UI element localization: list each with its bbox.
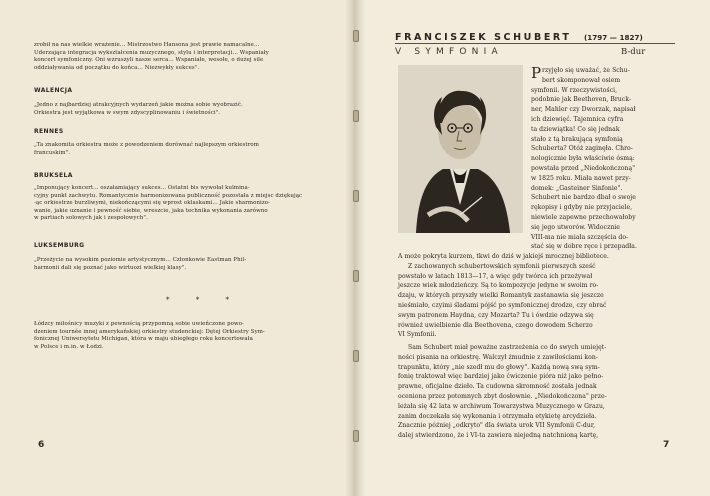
text-line: rzyjęło się uważać, że Schu-: [542, 67, 630, 74]
paragraph-full-width: [398, 252, 683, 340]
text-line: zrobił na nas wielkie wrażenie... Mistrzostwo Hansona jest prawie namacalne...: [34, 42, 260, 48]
review-city-heading: LUKSEMBURG: [34, 242, 85, 249]
portrait-engraving: [398, 65, 523, 233]
page-number: 6: [38, 440, 45, 450]
text-line: stać się w dobre ręce i przepadła.: [531, 243, 637, 251]
text-line: Z zachowanych schubertowskich symfonii pierwszych sześć: [408, 262, 596, 270]
text-line: w Polsce i m.in. w Łodzi.: [34, 343, 104, 350]
intro-paragraph: [34, 42, 320, 72]
text-line: „Przeżycie na wysokim poziomie artystycznym... Członkowie Eastman Phil-: [34, 257, 247, 263]
text-line: się jego utworów. Widocznie: [531, 223, 620, 231]
text-line: leżała się 42 lata w archiwum Towarzystwa Muzycznego w Grazu,: [398, 402, 605, 410]
text-line: -ąc orkiestrze burzliwymi, niekończącymi się wprost oklaskami... Jakie sharmonizo-: [34, 200, 271, 207]
work-key: B-dur: [621, 47, 646, 57]
text-line: zanim doczekała się wykonania i otrzymała etykietę arcydzieła.: [398, 412, 597, 420]
text-line: symfonii. W rzeczywistości,: [531, 86, 618, 94]
text-line: ności pisania na orkiestrę. Walczył żmudnie z zawiłościami kon-: [398, 353, 598, 361]
binding-stitch: [353, 190, 359, 202]
text-line: w partiach solowych jak i zespołowych".: [34, 215, 148, 222]
text-line: rękopisy i gdyby nie przyjaciele,: [531, 204, 633, 212]
text-line: fonicznej Uniwersytetu Michigan, która w maju ubiegłego roku koncertowała: [34, 336, 253, 343]
binding-stitch: [353, 270, 359, 282]
text-line: Uderzająca integracja wykształcenia muzycznego, stylu i interpretacji... Wspaniały: [34, 49, 269, 56]
book-gutter: [345, 0, 365, 496]
text-line: A może pokryta kurzem, tkwi do dziś w jakiejś mrocznej bibliotece.: [398, 253, 609, 260]
closing-paragraph: [34, 321, 320, 351]
text-line: Znacznie później „odkryto" dla świata urok VII Symfonii C-dur,: [398, 422, 596, 430]
binding-stitch: [353, 30, 359, 42]
page-number: 7: [663, 440, 670, 450]
text-line: koncert symfoniczny. Oni wzruszyli nasze serca... Wspaniałe, wesołe, o dużej sile: [34, 57, 264, 64]
text-line: oceniona przez potomnych zbyt dosłownie. „Niedokończona" prze-: [398, 392, 607, 400]
text-line: prawne, oficjalne dzieło. Ta cudowna skromność została jednak: [398, 383, 597, 391]
review-quote: [34, 257, 320, 272]
text-line: stało z tą brakującą symfonią: [531, 135, 623, 143]
binding-stitch: [353, 110, 359, 122]
text-line: Schubert nie bardzo dbał o swoje: [531, 194, 636, 202]
composer-name: FRANCISZEK SCHUBERT: [395, 32, 572, 43]
text-line: Orkiestra jest wyjątkowa w swym zdyscyplinowaniu i świetności".: [34, 109, 221, 116]
text-line: dalej stwierdzono, że i VI-ta zawiera niejedną natchnioną kartę,: [398, 432, 599, 440]
text-line: Schuberta? Otóż zaginęła. Chro-: [531, 145, 633, 153]
text-line: dzaju, w których przyszły wielki Romantyk zastanawia się jeszcze: [398, 292, 604, 300]
text-line: powstało w latach 1813—17, a więc gdy twórca ich przeżywał: [398, 272, 593, 280]
section-separator: * * *: [166, 296, 241, 304]
text-line: domek: „Gasteiner Sinfonie".: [531, 184, 623, 192]
text-line: jeszcze wiek młodzieńczy. Są to kompozycje jedyne w swoim ro-: [398, 282, 599, 290]
text-line: VI Symfonii.: [398, 331, 437, 339]
composer-dates: (1797 — 1827): [584, 33, 643, 42]
text-line: francuskim".: [34, 149, 71, 156]
text-line: również uwielbienie dla Beethovena, czego dowodem Scherzo: [398, 321, 593, 329]
text-line: podobnie jak Beethoven, Bruck-: [531, 96, 632, 104]
text-line: „Jedno z najbardziej atrakcyjnych wydarzeń jakie można sobie wyobrazić.: [34, 102, 243, 108]
review-city-heading: BRUKSELA: [34, 172, 73, 179]
text-line: „Imponujący koncert... oszałamiający sukces... Ostatni bis wywołał kulmina-: [34, 185, 250, 191]
work-title: V SYMFONIA: [395, 47, 503, 57]
review-quote: [34, 185, 320, 223]
schubert-portrait: [398, 65, 523, 233]
text-line: bert skomponował osiem: [542, 76, 621, 84]
text-line: nologicznie była właściwie ósmą:: [531, 155, 635, 163]
text-line: niewiele zapewne przechowałoby: [531, 213, 636, 221]
text-line: fonię traktował więc bardziej jako ćwiczenie pióra niż jako pełno-: [398, 373, 604, 381]
text-line: swym patronem Haydna, czy Mozarta? Tu i ówdzie odzywa się: [398, 311, 594, 319]
header-rule: [395, 43, 675, 44]
text-line: dzeniem tournée innej amerykańskiej orkiestry studenckiej: Dętej Orkiestry Sym-: [34, 328, 265, 335]
text-line: ich dziewięć. Tajemnica cyfra: [531, 115, 624, 123]
text-line: oddziaływania od początku do końca... Niezwykły sukces".: [34, 64, 200, 71]
text-line: wanie, jakie uznanie i pewność siebie, wreszcie, jaka technika wykonania zarówno: [34, 207, 268, 214]
text-line: ta dziewiątka! Co się jednak: [531, 125, 620, 133]
text-line: trapunktu, który „nie szedł mu do głowy". Każdą nową swą sym-: [398, 363, 600, 371]
text-line: „Ta znakomita orkiestra może z powodzeniem dorównać najlepszym orkiestrom: [34, 142, 259, 148]
text-line: nieśmiało, czyimi śladami pójść po symfonicznej drodze, czy obrać: [398, 301, 607, 309]
text-line: Łódzcy miłośnicy muzyki z pewnością przypomną sobie uwieńczone powo-: [34, 321, 244, 327]
text-line: ner, Mahler czy Dworzak, napisał: [531, 106, 636, 114]
piece-header: [395, 32, 675, 57]
review-city-heading: RENNES: [34, 128, 64, 135]
binding-stitch: [353, 430, 359, 442]
text-line: VIII-ma nie miała szczęścia do-: [531, 233, 629, 241]
paragraph-beside-portrait: [531, 66, 681, 252]
drop-cap: P: [531, 64, 542, 82]
text-line: w 1825 roku. Miała nawet przy-: [531, 174, 631, 182]
text-line: powstała przed „Niedokończoną": [531, 164, 636, 172]
review-quote: [34, 102, 320, 117]
text-line: harmonii dali się poznać jako wirtuozi wielkiej klasy".: [34, 264, 187, 271]
review-city-heading: WALENCJA: [34, 87, 73, 94]
text-line: cyjny punkt zachwytu. Romantycznie harmonizowana publiczność pozostała z miejsc dziękując: [34, 192, 303, 199]
text-line: Sam Schubert miał poważne zastrzeżenia co do swych umiejęt-: [408, 344, 607, 351]
paragraph-final: [398, 343, 683, 441]
binding-stitch: [353, 350, 359, 362]
review-quote: [34, 142, 320, 157]
